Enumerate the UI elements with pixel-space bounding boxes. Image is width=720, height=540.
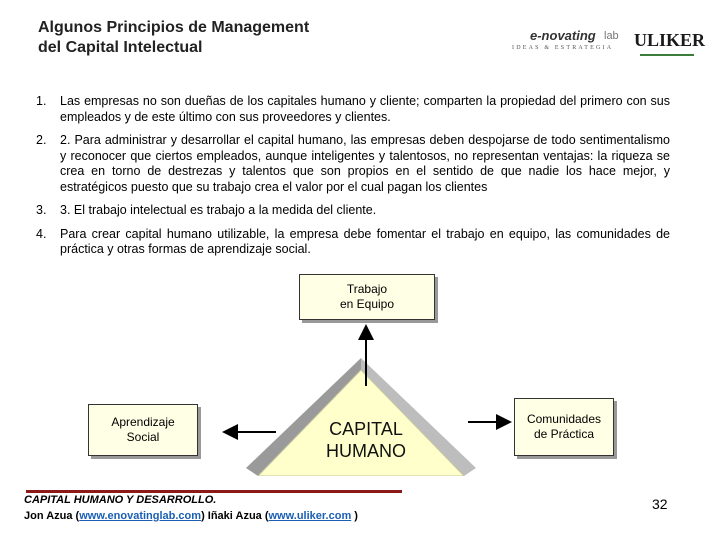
team-work-label	[340, 282, 394, 312]
enovating-link[interactable]: www.enovatinglab.com	[79, 510, 202, 522]
list-item	[36, 203, 670, 219]
social-learning-line2: Social	[126, 430, 160, 444]
communities-box	[514, 398, 614, 456]
footer-credit-suffix: )	[351, 510, 358, 522]
communities-line2: de Práctica	[533, 427, 594, 441]
page-title	[38, 18, 368, 58]
enovating-logo-tagline: IDEAS & ESTRATEGIA	[512, 45, 614, 51]
list-item-number: 2.	[36, 133, 47, 147]
footer-title: CAPITAL HUMANO Y DESARROLLO.	[24, 494, 217, 506]
list-item	[36, 94, 670, 125]
title-line-1: Algunos Principios de Management	[38, 19, 310, 36]
title-line-2: del Capital Intelectual	[38, 39, 203, 56]
team-work-line2: en Equipo	[339, 297, 395, 311]
list-item-number: 1.	[36, 94, 47, 108]
list-item-text: Para crear capital humano utilizable, la empresa debe fomentar el trabajo en equipo, las comunidades de práctica y otras formas de aprendizaje social.	[60, 226, 670, 256]
list-item	[36, 227, 670, 258]
footer-credit-prefix: Jon Azua (	[24, 510, 80, 522]
team-work-line1: Trabajo	[346, 282, 388, 296]
social-learning-line1: Aprendizaje	[111, 415, 175, 429]
list-item	[36, 133, 670, 195]
page-number: 32	[652, 496, 668, 512]
list-item-number: 4.	[36, 226, 47, 241]
footer-credit-mid: ) Iñaki Azua (	[201, 510, 269, 522]
capital-humano-label	[306, 418, 426, 462]
social-learning-box	[88, 404, 198, 456]
enovating-logo-lab: lab	[604, 30, 619, 42]
uliker-logo-text: ULIKER	[634, 30, 706, 50]
list-item-text: Las empresas no son dueñas de los capitales humano y cliente; comparten la propiedad del primero con sus empleados y de este último con sus proveedores y clientes.	[60, 94, 670, 124]
list-item-text: 3. El trabajo intelectual es trabajo a la medida del cliente.	[60, 203, 377, 217]
enovating-logo-name: e-novating	[530, 28, 596, 43]
footer-credits	[24, 510, 358, 522]
team-work-box	[299, 274, 435, 320]
enovating-logo	[508, 28, 626, 56]
social-learning-label	[111, 415, 174, 445]
list-item-text: 2. Para administrar y desarrollar el capital humano, las empresas deben despojarse de todo sentimentalismo y reconocer que ciertos empleados, aunque inteligentes y talentosos, no representan ventajas: la riqueza se crea en torno de destrezas y talentos que son propios en el sentido de que nadie los hace mejor, y estratégicos puesto que su trabajo crea el valor por el cual pagan los clientes	[60, 133, 670, 194]
communities-label	[527, 412, 601, 442]
principles-list	[36, 94, 670, 266]
communities-line1: Comunidades	[526, 412, 602, 426]
footer-divider	[26, 490, 402, 493]
list-item-number: 3.	[36, 203, 47, 217]
uliker-logo-underline	[640, 54, 694, 56]
uliker-link[interactable]: www.uliker.com	[268, 510, 352, 522]
capital-label-line1: CAPITAL	[329, 419, 403, 439]
uliker-logo	[634, 30, 706, 60]
capital-label-line2: HUMANO	[326, 441, 406, 461]
